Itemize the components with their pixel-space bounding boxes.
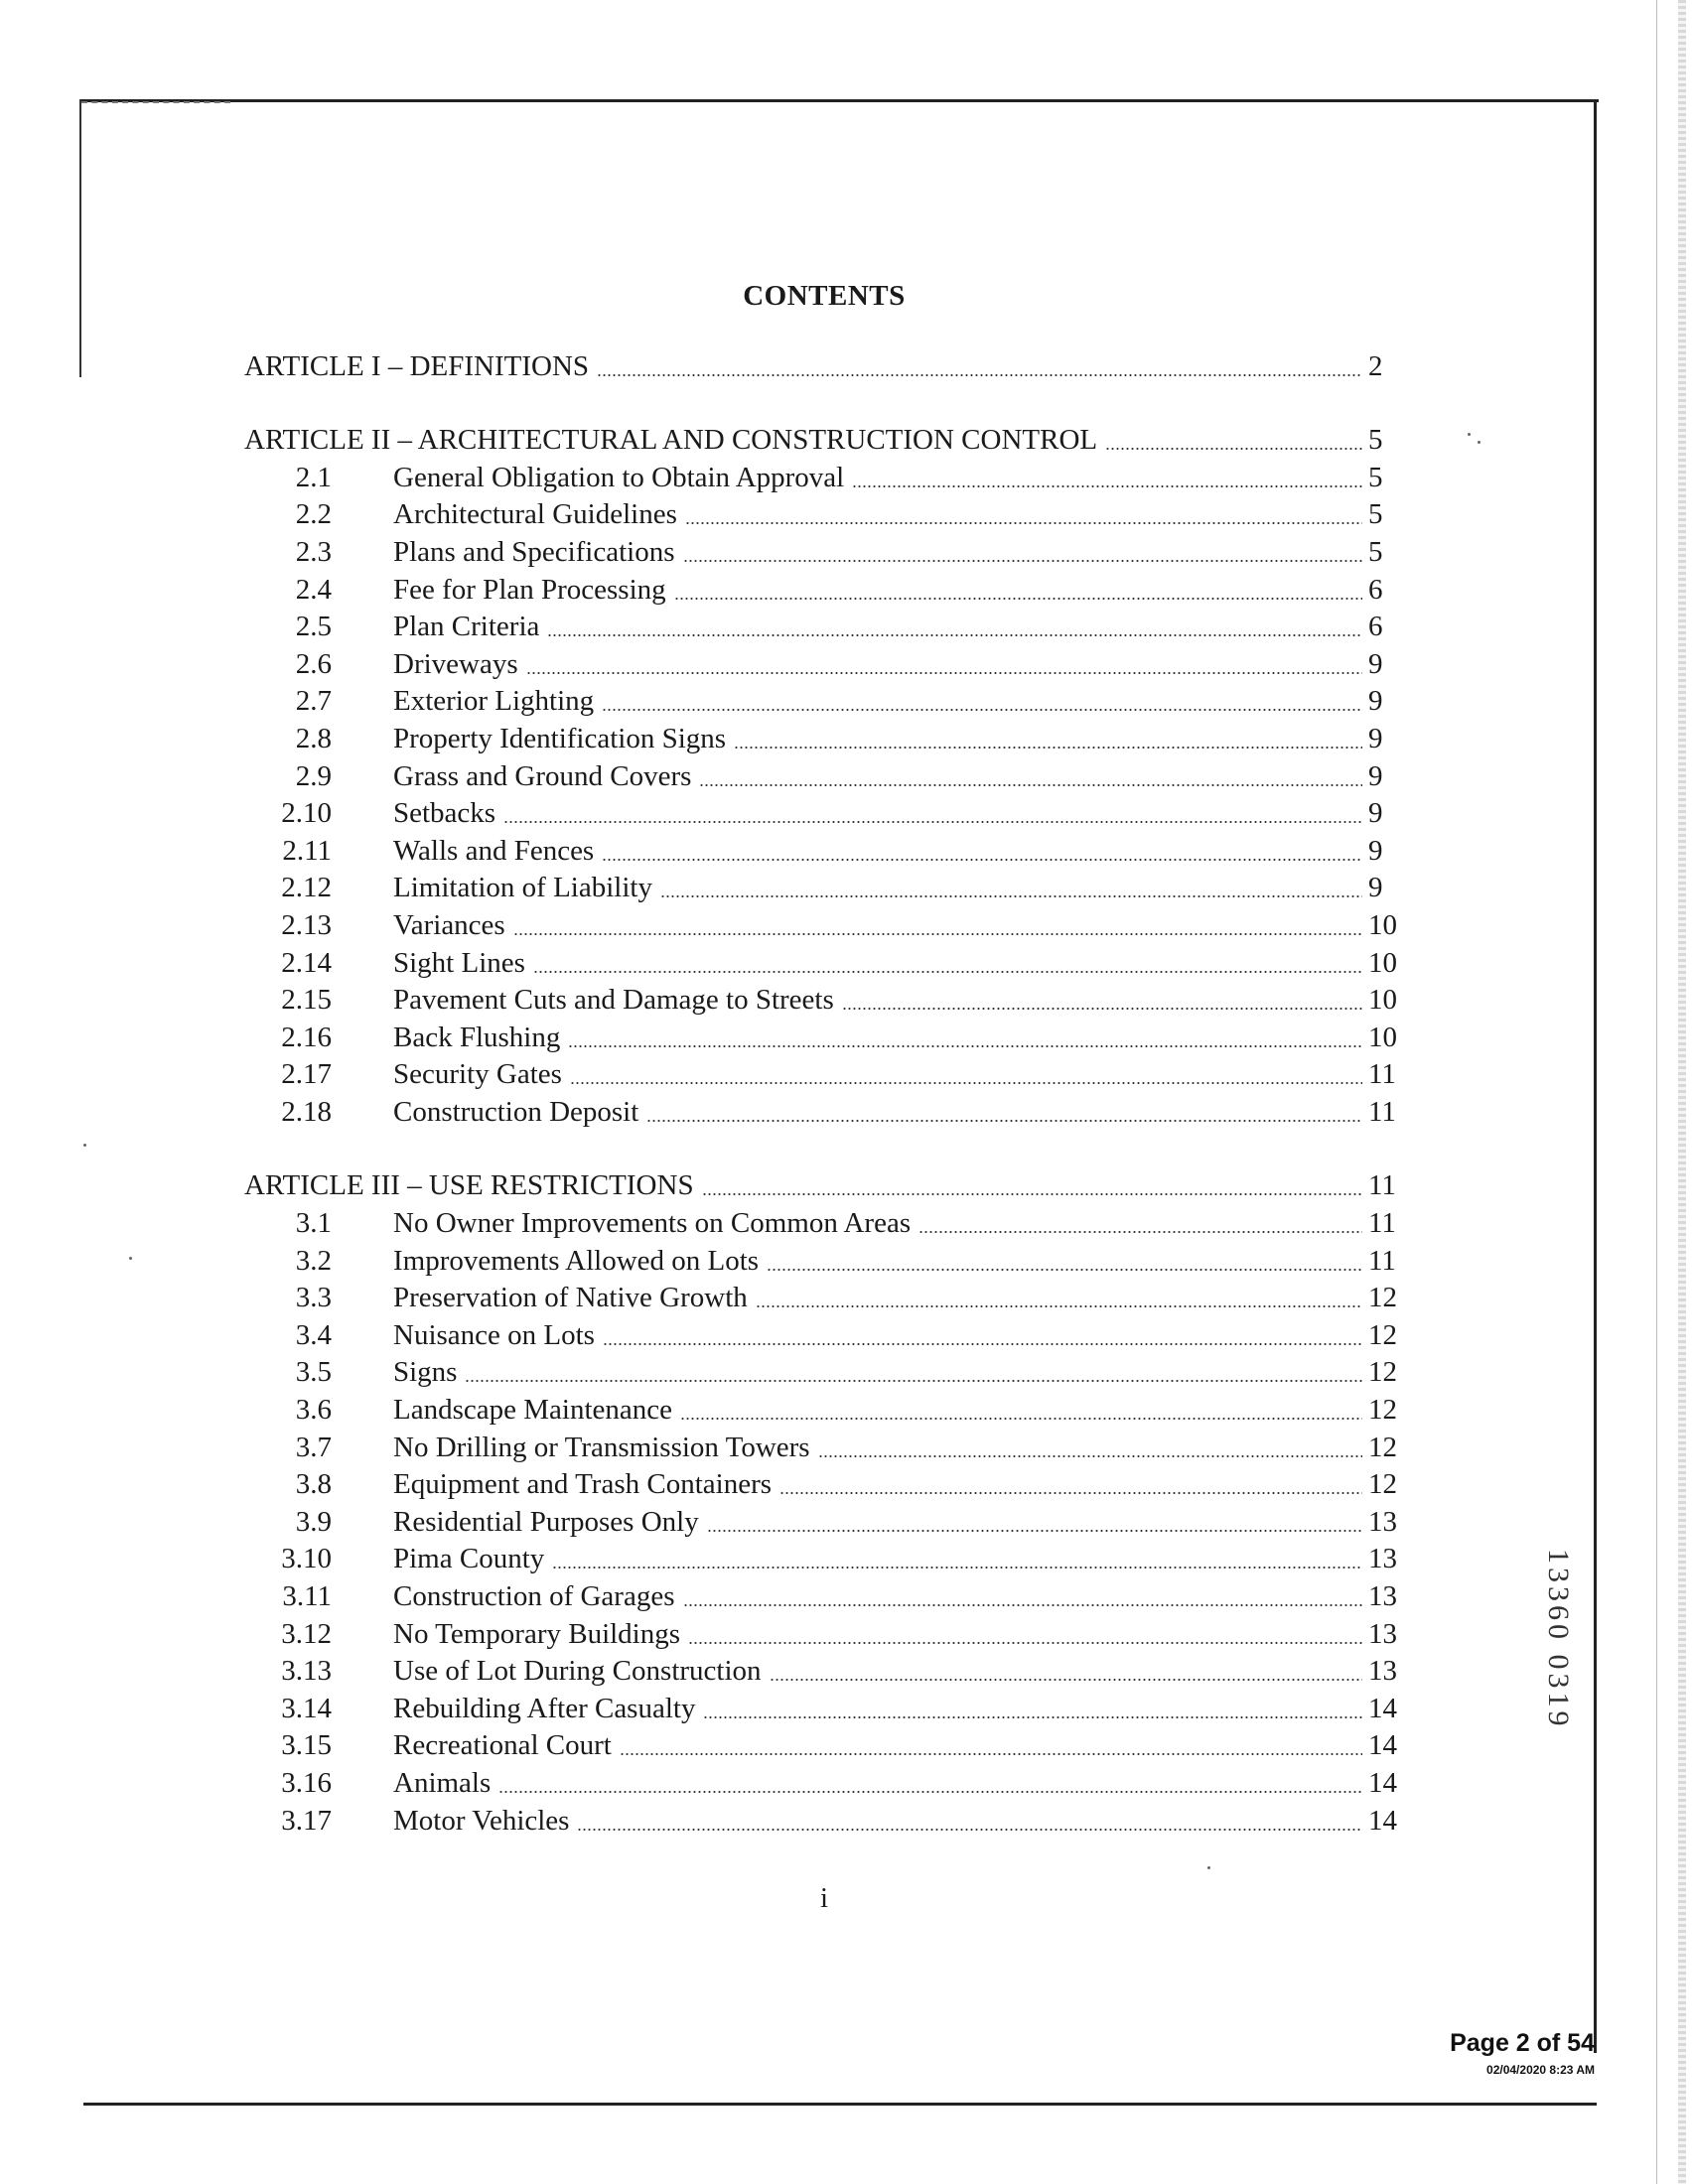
toc-page-number: 12	[1368, 1282, 1397, 1314]
dot-leader	[734, 747, 1362, 749]
toc-page-number: 14	[1368, 1729, 1397, 1762]
toc-section-row	[244, 1093, 1410, 1131]
toc-section-number: 2.18	[281, 1095, 332, 1128]
page-frame-dashed-line	[81, 101, 230, 103]
toc-entry-label: Animals	[393, 1766, 492, 1799]
toc-entry-label: Landscape Maintenance	[393, 1394, 672, 1427]
toc-entry-label: Setbacks	[393, 797, 496, 830]
page-frame-right-line	[1594, 99, 1597, 2053]
toc-page-number: 14	[1368, 1692, 1397, 1724]
dot-leader	[1105, 448, 1362, 450]
toc-section-row	[244, 609, 1410, 646]
toc-section-number: 3.9	[295, 1505, 332, 1538]
toc-page-number: 13	[1368, 1655, 1397, 1688]
dot-leader	[602, 859, 1362, 861]
toc-section-number: 2.12	[281, 872, 332, 904]
toc-page-number: 12	[1368, 1356, 1397, 1389]
dot-leader	[779, 1492, 1362, 1494]
toc-entry-label: No Temporary Buildings	[393, 1617, 681, 1650]
toc-page-number: 11	[1368, 1058, 1396, 1091]
toc-entry-label: Rebuilding After Casualty	[393, 1692, 696, 1724]
toc-entry-label: Plan Criteria	[393, 611, 540, 643]
toc-page-number: 5	[1368, 424, 1383, 457]
scan-edge-line	[1656, 0, 1657, 2184]
toc-entry-label: Signs	[393, 1356, 458, 1389]
toc-section-row	[244, 571, 1410, 609]
toc-entry-label: Driveways	[393, 647, 518, 680]
dot-leader	[852, 485, 1362, 487]
toc-entry-label: Residential Purposes Only	[393, 1505, 699, 1538]
dot-leader	[699, 784, 1362, 786]
toc-page-number: 11	[1368, 1169, 1396, 1202]
toc-section-row	[244, 1391, 1410, 1429]
toc-entry-label: Architectural Guidelines	[393, 498, 677, 531]
dot-leader	[620, 1753, 1362, 1755]
toc-entry-label: No Owner Improvements on Common Areas	[393, 1207, 912, 1240]
dot-leader	[685, 522, 1362, 524]
toc-section-row	[244, 795, 1410, 833]
toc-section-number: 2.9	[295, 759, 332, 792]
recording-number: 13360 0319	[1542, 1549, 1575, 1730]
toc-page-number: 6	[1368, 611, 1383, 643]
toc-section-number: 2.2	[295, 498, 332, 531]
toc-section-row	[244, 1242, 1410, 1280]
dot-leader	[702, 1193, 1362, 1195]
toc-section-number: 3.3	[295, 1282, 332, 1314]
toc-page-number: 5	[1368, 461, 1383, 493]
toc-entry-label: Sight Lines	[393, 946, 525, 979]
toc-page-number: 9	[1368, 722, 1383, 754]
toc-entry-label: Fee for Plan Processing	[393, 573, 666, 606]
toc-article-row	[244, 422, 1410, 460]
dot-leader	[603, 1343, 1362, 1345]
toc-page-number: 5	[1368, 498, 1383, 531]
toc-section-row	[244, 906, 1410, 944]
dot-leader	[597, 374, 1362, 376]
toc-section-number: 3.10	[281, 1543, 332, 1575]
toc-page-number: 9	[1368, 797, 1383, 830]
toc-page-number: 13	[1368, 1543, 1397, 1575]
toc-article-row	[244, 347, 1410, 385]
toc-page-number: 9	[1368, 759, 1383, 792]
page-folio: i	[819, 1882, 829, 1914]
dot-leader	[842, 1008, 1362, 1010]
toc-section-row	[244, 1802, 1410, 1840]
toc-entry-label: Exterior Lighting	[393, 685, 595, 718]
toc-section-row	[244, 533, 1410, 571]
dot-leader	[646, 1120, 1362, 1122]
toc-section-row	[244, 1316, 1410, 1354]
scan-speck	[1468, 433, 1471, 436]
toc-entry-label: Recreational Court	[393, 1729, 612, 1762]
toc-section-number: 2.1	[295, 461, 332, 493]
toc-section-row	[244, 757, 1410, 795]
toc-page-number: 12	[1368, 1431, 1397, 1463]
toc-page-number: 12	[1368, 1468, 1397, 1501]
toc-section-number: 2.11	[282, 834, 332, 867]
scan-speck	[1478, 441, 1480, 444]
toc-section-number: 2.7	[295, 685, 332, 718]
dot-leader	[503, 821, 1362, 823]
toc-section-number: 3.14	[281, 1692, 332, 1724]
dot-leader	[513, 933, 1362, 935]
toc-section-row	[244, 1280, 1410, 1317]
toc-section-number: 3.11	[282, 1580, 332, 1612]
toc-page-number: 11	[1368, 1095, 1396, 1128]
toc-section-number: 2.14	[281, 946, 332, 979]
toc-entry-label: Equipment and Trash Containers	[393, 1468, 773, 1501]
toc-section-row	[244, 1204, 1410, 1242]
toc-section-number: 2.6	[295, 647, 332, 680]
toc-page-number: 12	[1368, 1318, 1397, 1351]
toc-section-number: 3.17	[281, 1804, 332, 1837]
toc-section-number: 3.6	[295, 1394, 332, 1427]
toc-section-number: 3.1	[295, 1207, 332, 1240]
dot-leader	[707, 1530, 1362, 1532]
toc-entry-label: Pavement Cuts and Damage to Streets	[393, 984, 834, 1017]
toc-section-number: 3.13	[281, 1655, 332, 1688]
dot-leader	[703, 1716, 1362, 1718]
toc-section-number: 2.3	[295, 535, 332, 568]
toc-section-row	[244, 982, 1410, 1020]
toc-page-number: 6	[1368, 573, 1383, 606]
toc-section-row	[244, 1019, 1410, 1056]
dot-leader	[918, 1231, 1362, 1233]
toc-section-row	[244, 1764, 1410, 1802]
toc-page-number: 10	[1368, 946, 1397, 979]
toc-page-number: 9	[1368, 872, 1383, 904]
toc-section-row	[244, 870, 1410, 907]
toc-entry-label: ARTICLE II – ARCHITECTURAL AND CONSTRUCTION CONTROL	[244, 424, 1098, 457]
toc-section-number: 2.8	[295, 722, 332, 754]
scan-edge-strip	[1678, 0, 1686, 2184]
dot-leader	[570, 1082, 1362, 1084]
toc-section-row	[244, 832, 1410, 870]
toc-section-row	[244, 496, 1410, 534]
toc-section-number: 2.17	[281, 1058, 332, 1091]
toc-entry-label: General Obligation to Obtain Approval	[393, 461, 845, 493]
dot-leader	[568, 1045, 1362, 1047]
toc-page-number: 9	[1368, 834, 1383, 867]
toc-page-number: 10	[1368, 984, 1397, 1017]
toc-page-number: 13	[1368, 1505, 1397, 1538]
toc-entry-label: Grass and Ground Covers	[393, 759, 692, 792]
page-frame-bottom-line	[83, 2103, 1597, 2106]
toc-section-row	[244, 720, 1410, 757]
dot-leader	[818, 1455, 1362, 1457]
toc-entry-label: Nuisance on Lots	[393, 1318, 595, 1351]
toc-page-number: 5	[1368, 535, 1383, 568]
toc-entry-label: Back Flushing	[393, 1021, 561, 1053]
toc-section-row	[244, 1690, 1410, 1727]
toc-section-row	[244, 944, 1410, 982]
page-count-stamp: Page 2 of 54	[1450, 2029, 1595, 2057]
scan-speck	[83, 1144, 86, 1147]
toc-entry-label: Walls and Fences	[393, 834, 595, 867]
dot-leader	[770, 1679, 1362, 1681]
toc-section-number: 3.7	[295, 1431, 332, 1463]
toc-page-number: 9	[1368, 685, 1383, 718]
toc-section-row	[244, 1354, 1410, 1392]
toc-section-row	[244, 1653, 1410, 1691]
toc-section-row	[244, 1615, 1410, 1653]
toc-section-number: 3.4	[295, 1318, 332, 1351]
toc-entry-label: Use of Lot During Construction	[393, 1655, 762, 1688]
dot-leader	[683, 560, 1362, 562]
toc-entry-label: Construction Deposit	[393, 1095, 639, 1128]
toc-article-row	[244, 1167, 1410, 1205]
dot-leader	[577, 1829, 1362, 1831]
toc-page-number: 11	[1368, 1207, 1396, 1240]
toc-section-row	[244, 1577, 1410, 1615]
scan-speck	[129, 1257, 132, 1260]
dot-leader	[660, 895, 1362, 897]
toc-page-number: 12	[1368, 1394, 1397, 1427]
toc-entry-label: Plans and Specifications	[393, 535, 675, 568]
toc-section-row	[244, 1429, 1410, 1466]
toc-section-number: 3.16	[281, 1766, 332, 1799]
dot-leader	[526, 672, 1362, 674]
dot-leader	[465, 1380, 1362, 1382]
dot-leader	[680, 1418, 1362, 1420]
toc-entry-label: ARTICLE I – DEFINITIONS	[244, 349, 590, 382]
toc-entry-label: Property Identification Signs	[393, 722, 727, 754]
toc-page-number: 14	[1368, 1804, 1397, 1837]
page-frame-left-line	[79, 99, 81, 377]
toc-section-row	[244, 459, 1410, 496]
toc-section-number: 2.10	[281, 797, 332, 830]
toc-section-row	[244, 1727, 1410, 1765]
toc-page-number: 11	[1368, 1244, 1396, 1277]
toc-section-row	[244, 1503, 1410, 1541]
toc-section-number: 3.12	[281, 1617, 332, 1650]
toc-page-number: 13	[1368, 1580, 1397, 1612]
dot-leader	[683, 1604, 1363, 1606]
dot-leader	[602, 709, 1362, 711]
dot-leader	[674, 598, 1362, 600]
scan-speck	[1207, 1866, 1210, 1869]
toc-page-number: 14	[1368, 1766, 1397, 1799]
dot-leader	[688, 1642, 1362, 1644]
toc-entry-label: Security Gates	[393, 1058, 562, 1091]
toc-section-number: 3.8	[295, 1468, 332, 1501]
toc-page-number: 2	[1368, 349, 1383, 382]
toc-section-number: 2.16	[281, 1021, 332, 1053]
toc-entry-label: Construction of Garages	[393, 1580, 675, 1612]
toc-section-number: 2.15	[281, 984, 332, 1017]
toc-entry-label: Limitation of Liability	[393, 872, 652, 904]
toc-section-row	[244, 1541, 1410, 1578]
table-of-contents	[244, 347, 1410, 1840]
toc-page-number: 13	[1368, 1617, 1397, 1650]
dot-leader	[547, 634, 1362, 636]
timestamp-stamp: 02/04/2020 8:23 AM	[1486, 2063, 1595, 2077]
dot-leader	[498, 1791, 1362, 1793]
toc-entry-label: Preservation of Native Growth	[393, 1282, 748, 1314]
toc-section-number: 3.5	[295, 1356, 332, 1389]
dot-leader	[552, 1567, 1362, 1569]
toc-entry-label: Motor Vehicles	[393, 1804, 570, 1837]
toc-section-row	[244, 683, 1410, 721]
toc-section-number: 2.4	[295, 573, 332, 606]
toc-entry-label: ARTICLE III – USE RESTRICTIONS	[244, 1169, 694, 1202]
page-title: CONTENTS	[743, 280, 906, 312]
toc-section-number: 2.5	[295, 611, 332, 643]
toc-section-number: 3.2	[295, 1244, 332, 1277]
toc-entry-label: Variances	[393, 908, 505, 941]
toc-page-number: 9	[1368, 647, 1383, 680]
dot-leader	[533, 971, 1362, 973]
toc-entry-label: Pima County	[393, 1543, 545, 1575]
toc-section-row	[244, 1056, 1410, 1094]
dot-leader	[767, 1269, 1362, 1271]
toc-section-row	[244, 645, 1410, 683]
toc-section-row	[244, 1466, 1410, 1504]
toc-entry-label: Improvements Allowed on Lots	[393, 1244, 760, 1277]
toc-page-number: 10	[1368, 908, 1397, 941]
toc-page-number: 10	[1368, 1021, 1397, 1053]
toc-entry-label: No Drilling or Transmission Towers	[393, 1431, 810, 1463]
toc-section-number: 2.13	[281, 908, 332, 941]
toc-section-number: 3.15	[281, 1729, 332, 1762]
page-frame-top-line	[81, 99, 1599, 102]
dot-leader	[756, 1305, 1362, 1307]
